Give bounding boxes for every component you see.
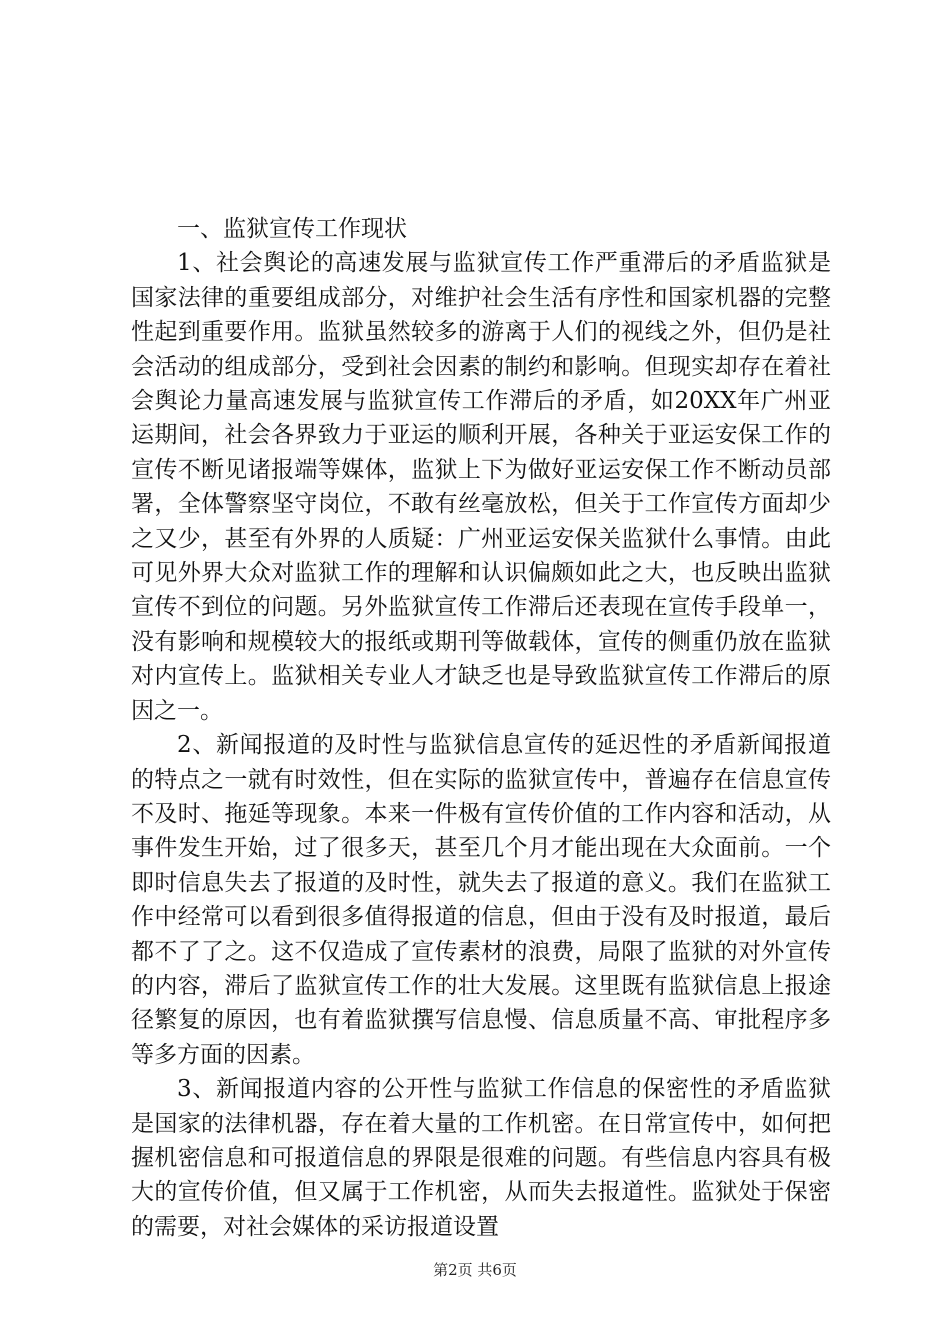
page-number-footer: 第2页 共6页 (433, 1261, 517, 1279)
paragraph-1: 1、社会舆论的高速发展与监狱宣传工作严重滞后的矛盾监狱是国家法律的重要组成部分，对维护社会生活有序性和国家机器的完整性起到重要作用。监狱虽然较多的游离于人们的视线之外，但仍是社会活动的组成部分，受到社会因素的制约和影响。但现实却存在着社会舆论力量高速发展与监狱宣传工作滞后的矛盾，如20XX年广州亚运期间，社会各界致力于亚运的顺利开展，各种关于亚运安保工作的宣传不断见诸报端等媒体，监狱上下为做好亚运安保工作不断动员部署，全体警察坚守岗位，不敢有丝毫放松，但关于工作宣传方面却少之又少，甚至有外界的人质疑：广州亚运安保关监狱什么事情。由此可见外界大众对监狱工作的理解和认识偏颇如此之大，也反映出监狱宣传不到位的问题。另外监狱宣传工作滞后还表现在宣传手段单一，没有影响和规模较大的报纸或期刊等做载体，宣传的侧重仍放在监狱对内宣传上。监狱相关专业人才缺乏也是导致监狱宣传工作滞后的原因之一。 (131, 250, 831, 724)
paragraph-2: 2、新闻报道的及时性与监狱信息宣传的延迟性的矛盾新闻报道的特点之一就有时效性，但在实际的监狱宣传中，普遍存在信息宣传不及时、拖延等现象。本来一件极有宣传价值的工作内容和活动，从事件发生开始，过了很多天，甚至几个月才能出现在大众面前。一个即时信息失去了报道的及时性，就失去了报道的意义。我们在监狱工作中经常可以看到很多值得报道的信息，但由于没有及时报道，最后都不了了之。这不仅造成了宣传素材的浪费，局限了监狱的对外宣传的内容，滞后了监狱宣传工作的壮大发展。这里既有监狱信息上报途径繁复的原因，也有着监狱撰写信息慢、信息质量不高、审批程序多等多方面的因素。 (131, 732, 831, 1068)
section-heading: 一、监狱宣传工作现状 (177, 216, 407, 242)
document-body (131, 212, 831, 1244)
paragraph-3: 3、新闻报道内容的公开性与监狱工作信息的保密性的矛盾监狱是国家的法律机器，存在着大量的工作机密。在日常宣传中，如何把握机密信息和可报道信息的界限是很难的问题。有些信息内容具有极大的宣传价值，但又属于工作机密，从而失去报道性。监狱处于保密的需要，对社会媒体的采访报道设置 (131, 1076, 831, 1240)
